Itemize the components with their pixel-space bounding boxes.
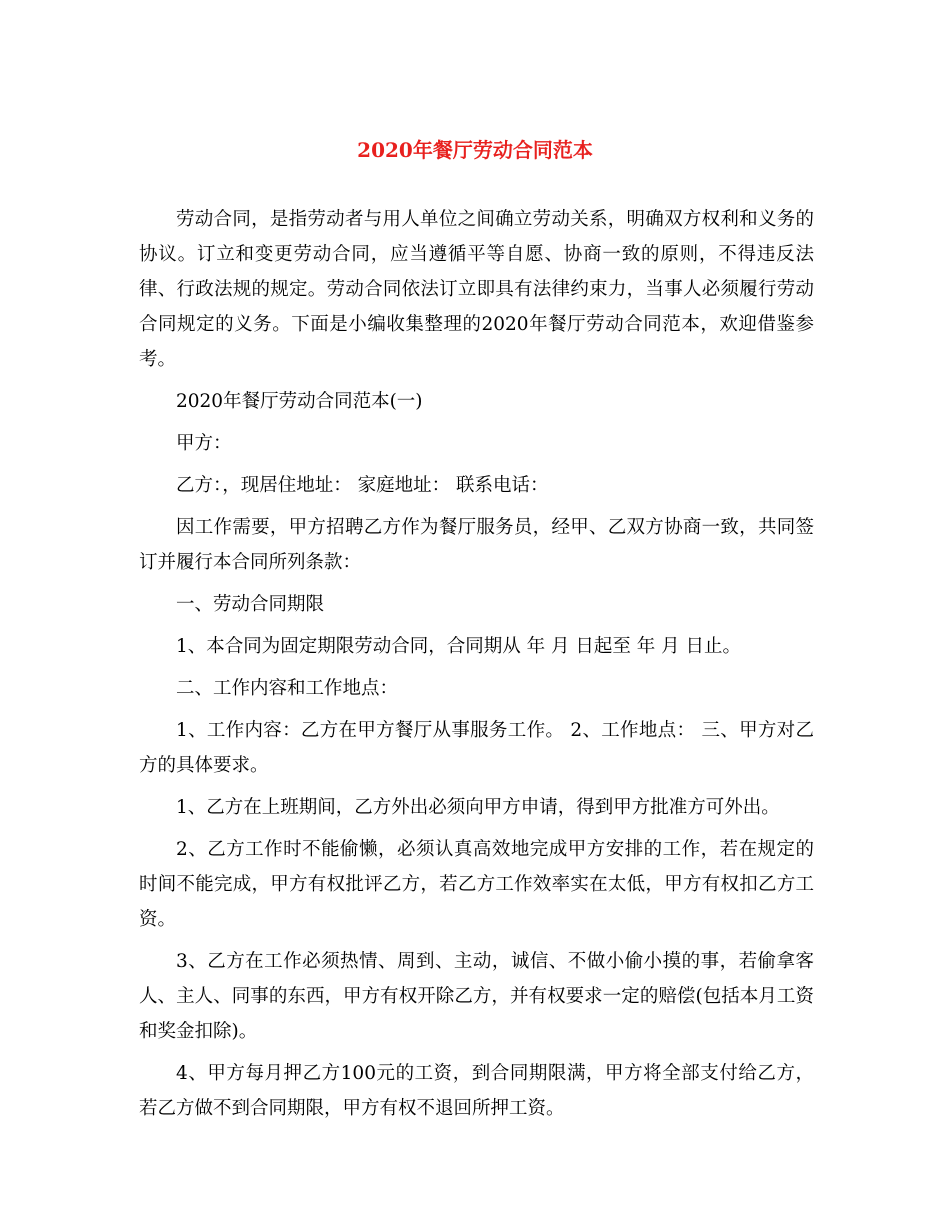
document-body bbox=[139, 202, 814, 1133]
clause-term-1: 1、本合同为固定期限劳动合同，合同期从 年 月 日起至 年 月 日止。 bbox=[176, 636, 742, 657]
purpose-paragraph: 因工作需要，甲方招聘乙方作为餐厅服务员，经甲、乙双方协商一致，共同签订并履行本合同所列条款： bbox=[139, 517, 814, 573]
party-a-line: 甲方： bbox=[176, 433, 232, 454]
document-title: 2020年餐厅劳动合同范本 bbox=[357, 138, 593, 162]
requirement-3: 3、乙方在工作必须热情、周到、主动，诚信、不做小偷小摸的事，若偷拿客人、主人、同事的东西，甲方有权开除乙方，并有权要求一定的赔偿(包括本月工资和奖金扣除)。 bbox=[139, 951, 814, 1042]
clause-heading-term: 一、劳动合同期限 bbox=[176, 594, 325, 615]
clause-work-1: 1、工作内容：乙方在甲方餐厅从事服务工作。 2、工作地点： 三、甲方对乙方的具体要求。 bbox=[139, 720, 814, 776]
requirement-2: 2、乙方工作时不能偷懒，必须认真高效地完成甲方安排的工作，若在规定的时间不能完成，甲方有权批评乙方，若乙方工作效率实在太低，甲方有权扣乙方工资。 bbox=[139, 839, 814, 930]
clause-heading-work: 二、工作内容和工作地点： bbox=[176, 678, 399, 699]
requirement-1: 1、乙方在上班期间，乙方外出必须向甲方申请，得到甲方批准方可外出。 bbox=[176, 797, 780, 818]
party-b-line: 乙方：，现居住地址： 家庭地址： 联系电话： bbox=[176, 475, 549, 496]
requirement-4: 4、甲方每月押乙方100元的工资，到合同期限满，甲方将全部支付给乙方，若乙方做不到合同期限，甲方有权不退回所押工资。 bbox=[139, 1063, 814, 1119]
section-heading: 2020年餐厅劳动合同范本(一) bbox=[176, 391, 423, 412]
intro-paragraph: 劳动合同，是指劳动者与用人单位之间确立劳动关系，明确双方权利和义务的协议。订立和变更劳动合同，应当遵循平等自愿、协商一致的原则，不得违反法律、行政法规的规定。劳动合同依法订立即具有法律约束力，当事人必须履行劳动合同规定的义务。下面是小编收集整理的2020年餐厅劳动合同范本，欢迎借鉴参考。 bbox=[139, 209, 814, 370]
